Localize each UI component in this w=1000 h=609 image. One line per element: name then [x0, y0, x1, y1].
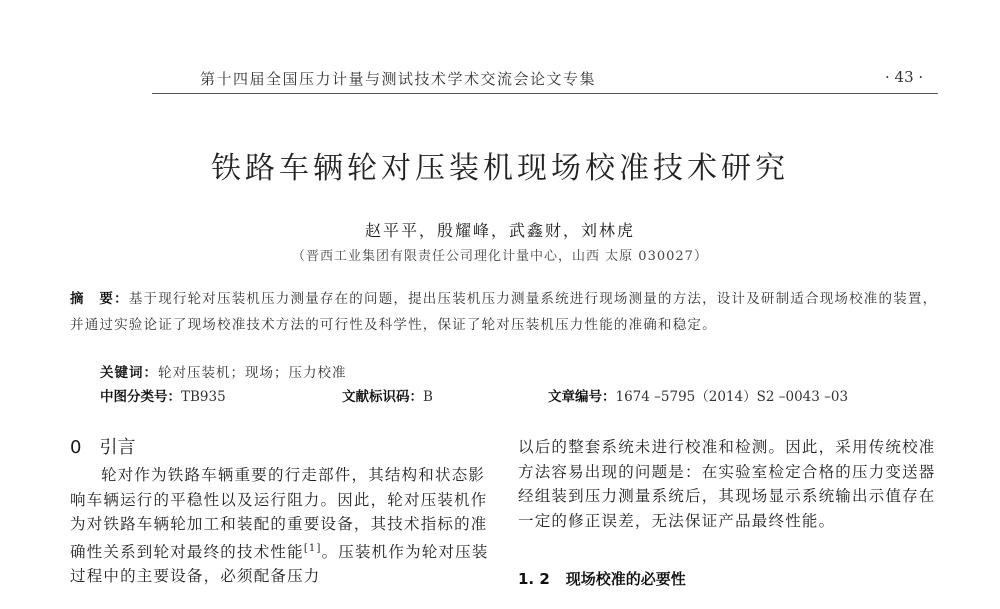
keywords [100, 361, 347, 381]
header-rule [152, 93, 938, 94]
affiliation: （晋西工业集团有限责任公司理化计量中心，山西 太原 030027） [292, 249, 708, 264]
doc-code-label: 文献标识码： [342, 389, 423, 405]
right-column-paragraph [518, 435, 938, 533]
clc-value: TB935 [181, 389, 226, 405]
section-title: 引言 [99, 437, 136, 458]
intro-text: 轮对作为铁路车辆重要的行走部件，其结构和状态影响车辆运行的平稳性以及运行阻力。因此，轮对压装机作为对铁路车辆轮加工和装配的重要设备，其技术指标的准确性关系到轮对最终的技术性能 [70, 466, 488, 561]
clc-label: 中图分类号： [100, 389, 181, 405]
doc-code [342, 385, 433, 405]
article-number-label: 文章编号： [548, 389, 616, 405]
article-number-value: 1674 –5795（2014）S2 –0043 –03 [615, 389, 849, 405]
section-0-heading [70, 433, 135, 459]
doc-code-value: B [423, 389, 433, 405]
intro-text-cont: 。压装机作为轮对压装过程中的主要设备，必须配备压力 [70, 542, 489, 586]
right-column-text: 以后的整套系统未进行校准和检测。因此，采用传统校准方法容易出现的问题是：在实验室检定合格的压力变送器经组装到压力测量系统后，其现场显示系统输出示值存在一定的修正误差，无法保证产品最终性能。 [518, 438, 936, 530]
keywords-label: 关键词： [100, 365, 158, 381]
page-number: · 43 · [885, 68, 924, 86]
section-number: 0 [70, 437, 82, 458]
intro-paragraph [70, 463, 490, 589]
abstract-text: 基于现行轮对压装机压力测量存在的问题，提出压装机压力测量系统进行现场测量的方法，设计及研制适合现场校准的装置，并通过实验论证了现场校准技术方法的可行性及科学性，保证了轮对压装机压力性能的准确和稳定。 [70, 291, 938, 333]
abstract-label: 摘 要： [70, 291, 129, 307]
authors: 赵平平，殷耀峰，武鑫财，刘林虎 [364, 221, 635, 240]
clc-number [100, 385, 226, 405]
keywords-text: 轮对压装机；现场；压力校准 [158, 365, 347, 381]
section-1-2-title: 现场校准的必要性 [565, 570, 686, 588]
citation-ref: [1] [303, 542, 322, 554]
abstract [70, 286, 942, 338]
running-header: 第十四届全国压力计量与测试技术学术交流会论文专集 [200, 70, 597, 88]
article-number [548, 385, 848, 405]
paper-title: 铁路车辆轮对压装机现场校准技术研究 [211, 151, 789, 186]
section-1-2-heading [518, 568, 686, 589]
section-1-2-number: 1. 2 [518, 570, 550, 588]
